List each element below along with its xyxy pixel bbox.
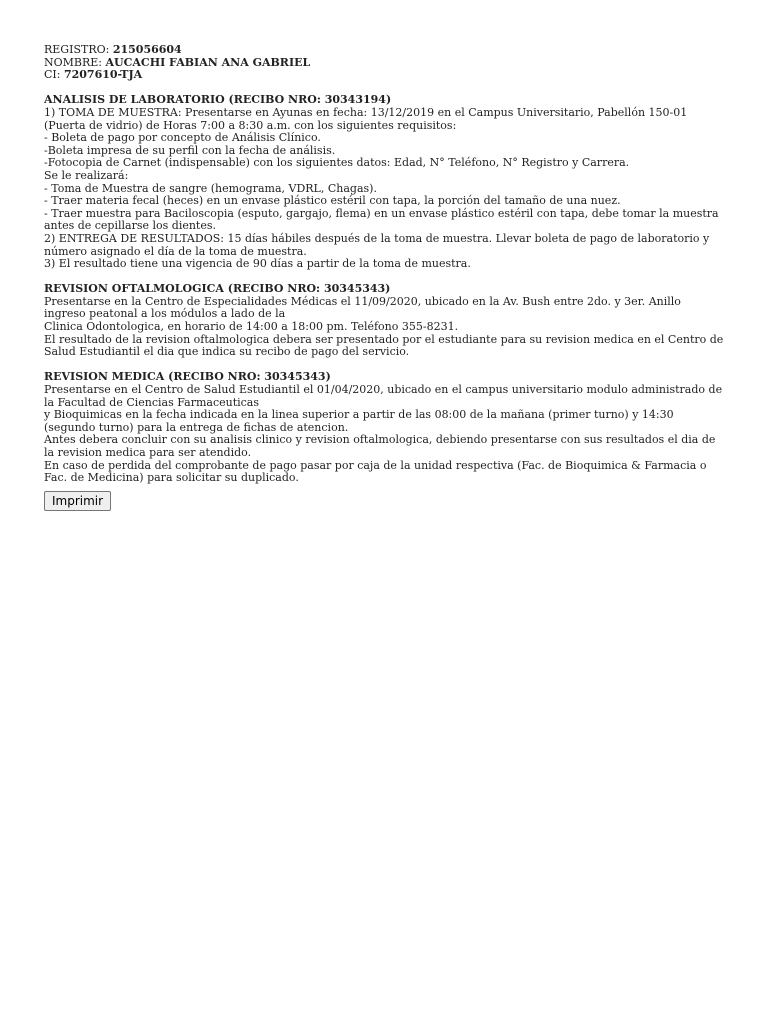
nombre-value: AUCACHI FABIAN ANA GABRIEL bbox=[105, 55, 311, 69]
oftalmologica-section bbox=[44, 283, 724, 359]
oftalmologica-line: Presentarse en la Centro de Especialidades Médicas el 11/09/2020, ubicado en la Av. Bush entre 2do. y 3er. Anillo ingreso peatonal a los módulos a lado de la bbox=[44, 294, 681, 321]
laboratorio-line: - Boleta de pago por concepto de Análisis Clínico. bbox=[44, 131, 321, 145]
ci-value: 7207610-TJA bbox=[63, 68, 143, 82]
medica-title: REVISION MEDICA (RECIBO NRO: 30345343) bbox=[44, 370, 331, 384]
document-body bbox=[44, 44, 724, 511]
laboratorio-line: 1) TOMA DE MUESTRA: Presentarse en Ayunas en fecha: 13/12/2019 en el Campus Universitario, Pabellón 150-01 (Puerta de vidrio) de Horas 7:00 a 8:30 a.m. con los siguientes requisitos: bbox=[44, 105, 688, 132]
registro-label: REGISTRO: bbox=[44, 43, 110, 56]
oftalmologica-line: El resultado de la revision oftalmologica debera ser presentado por el estudiante para su revision medica en el Centro de Salud Estudiantil el dia que indica su recibo de pago del servicio. bbox=[44, 332, 724, 359]
laboratorio-line: -Fotocopia de Carnet (indispensable) con los siguientes datos: Edad, N° Teléfono, N° Registro y Carrera. bbox=[44, 156, 630, 170]
laboratorio-line: Se le realizará: bbox=[44, 168, 129, 182]
laboratorio-line: 2) ENTREGA DE RESULTADOS: 15 días hábiles después de la toma de muestra. Llevar boleta de pago de laboratorio y número asignado el día de la toma de muestra. bbox=[44, 231, 710, 258]
registro-value: 215056604 bbox=[112, 43, 182, 56]
medica-line: Presentarse en el Centro de Salud Estudiantil el 01/04/2020, ubicado en el campus universitario modulo administrado de la Facultad de Ciencias Farmaceuticas bbox=[44, 383, 723, 409]
medica-line: En caso de perdida del comprobante de pago pasar por caja de la unidad respectiva (Fac. de Bioquimica & Farmacia o Fac. de Medicina) para solicitar su duplicado. bbox=[44, 458, 707, 485]
laboratorio-line: -Boleta impresa de su perfil con la fecha de análisis. bbox=[44, 143, 336, 157]
laboratorio-line: - Traer materia fecal (heces) en un envase plástico estéril con tapa, la porción del tamaño de una nuez. bbox=[44, 194, 621, 208]
laboratorio-line: - Traer muestra para Baciloscopia (esputo, gargajo, flema) en un envase plástico estéril con tapa, debe tomar la muestra antes de cepillarse los dientes. bbox=[44, 206, 719, 233]
laboratorio-section bbox=[44, 94, 724, 270]
oftalmologica-line: Clinica Odontologica, en horario de 14:00 a 18:00 pm. Teléfono 355-8231. bbox=[44, 320, 459, 334]
oftalmologica-title: REVISION OFTALMOLOGICA (RECIBO NRO: 30345343) bbox=[44, 282, 391, 296]
nombre-row bbox=[44, 57, 724, 70]
medica-line: Antes debera concluir con su analisis clinico y revision oftalmologica, debiendo presentarse con sus resultados el dia de la revision medica para ser atendido. bbox=[44, 433, 716, 459]
laboratorio-line: 3) El resultado tiene una vigencia de 90 días a partir de la toma de muestra. bbox=[44, 257, 471, 271]
laboratorio-title: ANALISIS DE LABORATORIO (RECIBO NRO: 30343194) bbox=[44, 93, 392, 107]
nombre-label: NOMBRE: bbox=[44, 55, 103, 69]
medica-section bbox=[44, 371, 724, 484]
print-button[interactable]: Imprimir bbox=[44, 491, 111, 511]
student-info bbox=[44, 44, 724, 82]
medica-line: y Bioquimicas en la fecha indicada en la linea superior a partir de las 08:00 de la mañana (primer turno) y 14:30 (segundo turno) para la entrega de fichas de atencion. bbox=[44, 408, 674, 434]
ci-label: CI: bbox=[44, 68, 61, 82]
ci-row bbox=[44, 69, 724, 82]
laboratorio-line: - Toma de Muestra de sangre (hemograma, VDRL, Chagas). bbox=[44, 181, 377, 195]
